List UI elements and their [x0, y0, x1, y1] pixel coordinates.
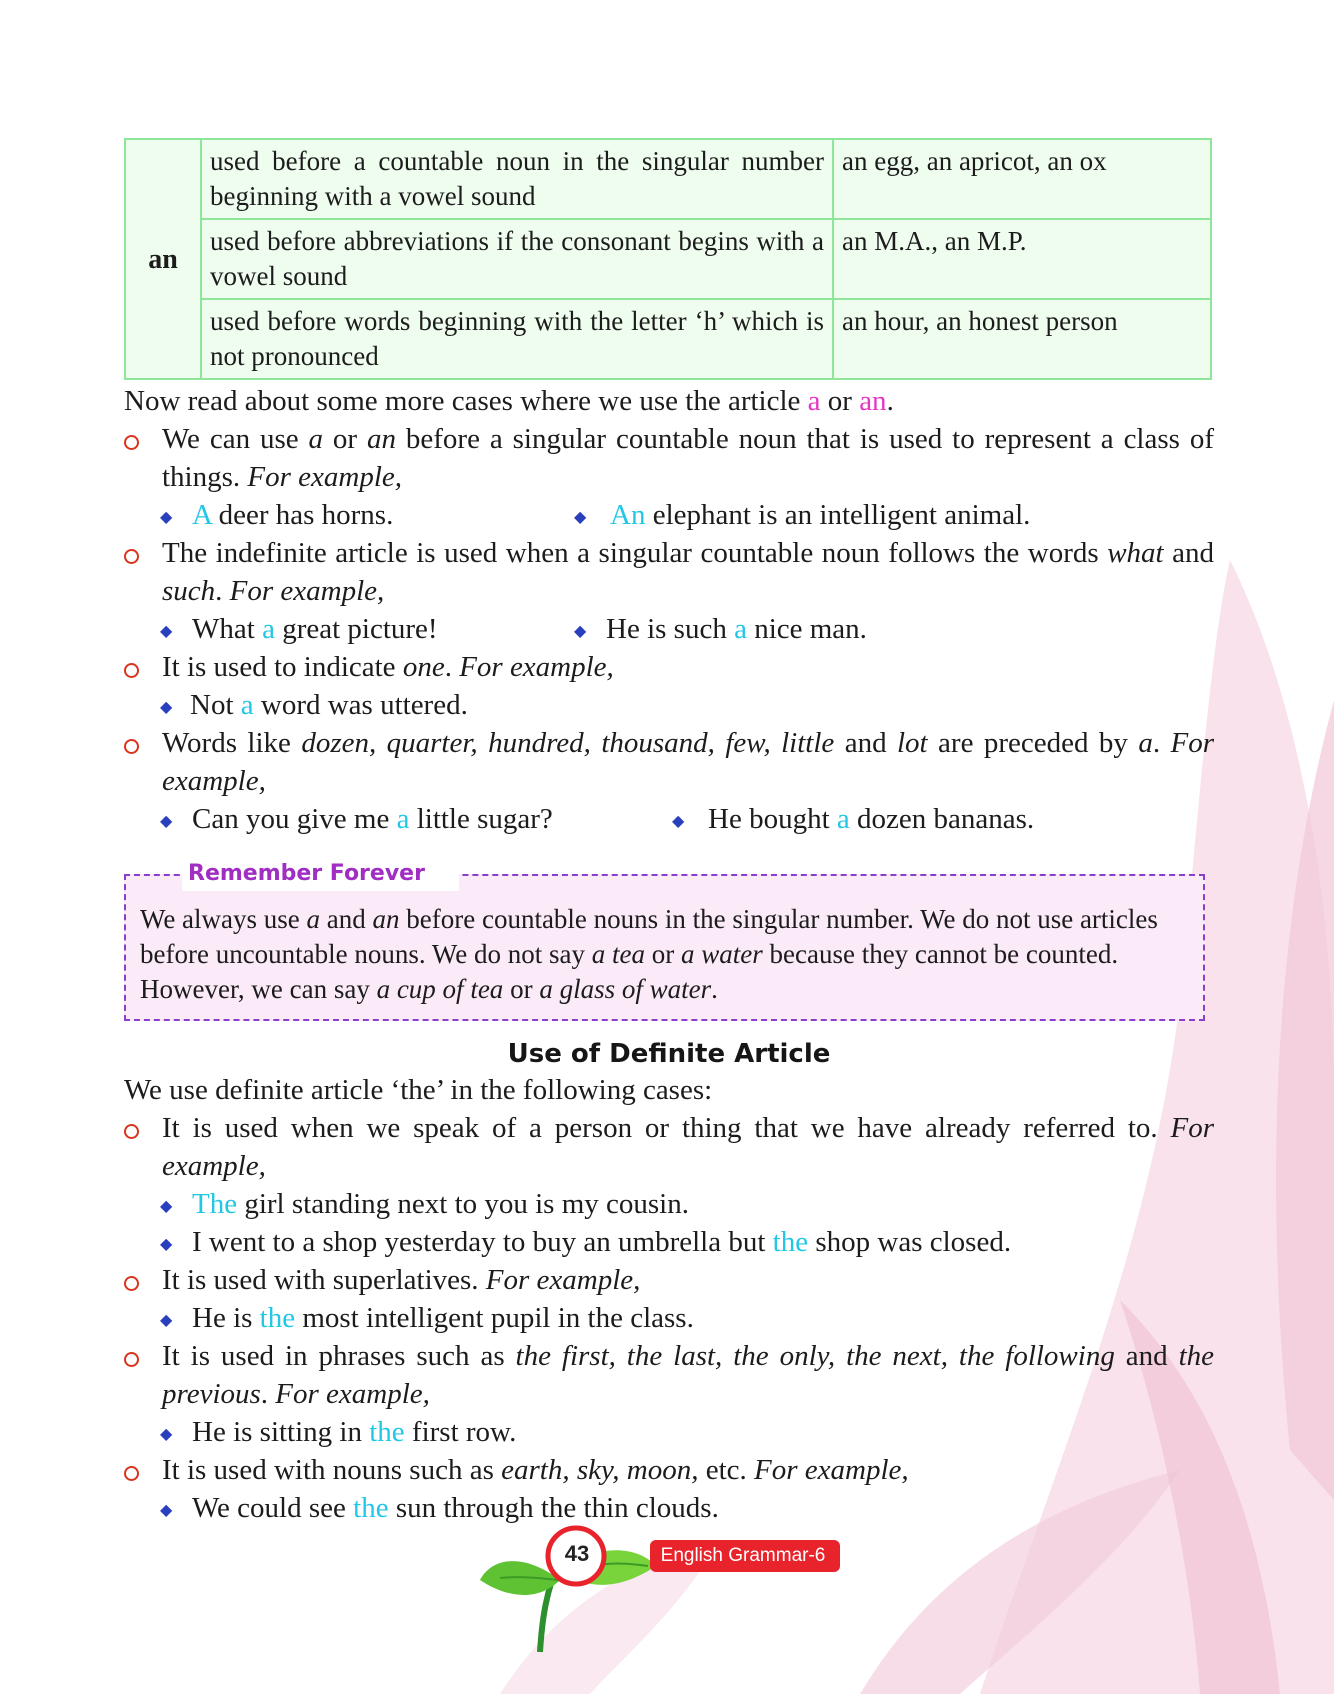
article-label: an — [125, 139, 201, 379]
page-number: 43 — [564, 1541, 590, 1566]
rule-item: It is used when we speak of a person or thing that we have already referred to. For example, — [124, 1109, 1214, 1185]
circle-bullet-icon — [124, 1352, 139, 1367]
table-row — [125, 299, 1211, 379]
diamond-bullet-icon: ◆ — [574, 623, 587, 640]
example-text: The girl standing next to you is my cousin. — [192, 1188, 689, 1220]
rule-item: It is used in phrases such as the first, the last, the only, the next, the following and the previous. For example, — [124, 1337, 1214, 1413]
diamond-bullet-icon: ◆ — [160, 1236, 173, 1253]
diamond-bullet-icon: ◆ — [672, 813, 685, 830]
definite-intro: We use definite article ‘the’ in the following cases: — [124, 1074, 713, 1106]
rule-item: Words like dozen, quarter, hundred, thousand, few, little and lot are preceded by a. For example, — [124, 724, 1214, 800]
table-row — [125, 139, 1211, 219]
circle-bullet-icon — [124, 663, 139, 678]
table-example-cell: an egg, an apricot, an ox — [833, 139, 1211, 219]
table-use-cell: used before a countable noun in the singular number beginning with a vowel sound — [201, 139, 833, 219]
diamond-bullet-icon: ◆ — [160, 1198, 173, 1215]
example-text: He is such a nice man. — [606, 613, 867, 645]
rule-item: The indefinite article is used when a singular countable noun follows the words what and such. For example, — [124, 534, 1214, 610]
example-line — [124, 496, 1214, 534]
remember-text: We always use a and an before countable nouns in the singular number. We do not use articles before uncountable nouns. We do not say a tea or a water because they cannot be counted. However, we can say a cup of tea or a glass of water. — [140, 904, 1158, 1004]
diamond-bullet-icon: ◆ — [160, 1312, 173, 1329]
example-text: What a great picture! — [192, 613, 438, 645]
example-line — [124, 1413, 1214, 1451]
circle-bullet-icon — [124, 435, 139, 450]
table-use-cell: used before abbreviations if the consonant begins with a vowel sound — [201, 219, 833, 299]
section-heading: Use of Definite Article — [507, 1039, 831, 1069]
example-line — [124, 610, 1214, 648]
example-text: An elephant is an intelligent animal. — [610, 499, 1031, 531]
rule-item: It is used with nouns such as earth, sky, moon, etc. For example, — [124, 1451, 1214, 1489]
rule-item: It is used with superlatives. For example, — [124, 1261, 1214, 1299]
diamond-bullet-icon: ◆ — [160, 699, 173, 716]
book-title: English Grammar-6 — [660, 1545, 826, 1566]
example-line — [124, 1223, 1214, 1261]
article-an-table — [124, 138, 1212, 380]
remember-forever-title: Remember Forever — [182, 856, 459, 891]
plant-emblem-icon — [480, 1520, 840, 1660]
table-row — [125, 219, 1211, 299]
diamond-bullet-icon: ◆ — [574, 509, 587, 526]
rule-item: It is used to indicate one. For example, — [124, 648, 1214, 686]
rule-item: We can use a or an before a singular countable noun that is used to represent a class of things. For example, — [124, 420, 1214, 496]
diamond-bullet-icon: ◆ — [160, 1502, 173, 1519]
diamond-bullet-icon: ◆ — [160, 509, 173, 526]
example-text: Not a word was uttered. — [190, 689, 468, 721]
example-text: He is sitting in the first row. — [192, 1416, 517, 1448]
table-example-cell: an M.A., an M.P. — [833, 219, 1211, 299]
page-content — [124, 138, 1214, 1527]
table-use-cell: used before words beginning with the letter ‘h’ which is not pronounced — [201, 299, 833, 379]
example-text: A deer has horns. — [192, 499, 394, 531]
remember-forever-box — [124, 861, 1205, 1021]
circle-bullet-icon — [124, 739, 139, 754]
diamond-bullet-icon: ◆ — [160, 623, 173, 640]
example-line — [124, 800, 1214, 838]
circle-bullet-icon — [124, 1124, 139, 1139]
example-line — [124, 1185, 1214, 1223]
example-line — [124, 1299, 1214, 1337]
example-line — [124, 686, 1214, 724]
highlight-a: a — [807, 385, 821, 417]
example-text: He bought a dozen bananas. — [708, 803, 1035, 835]
example-text: He is the most intelligent pupil in the class. — [192, 1302, 694, 1334]
circle-bullet-icon — [124, 549, 139, 564]
intro-paragraph: Now read about some more cases where we use the article a or an. — [124, 385, 894, 417]
highlight-an: an — [859, 385, 887, 417]
diamond-bullet-icon: ◆ — [160, 813, 173, 830]
circle-bullet-icon — [124, 1466, 139, 1481]
example-text: Can you give me a little sugar? — [192, 803, 553, 835]
example-text: I went to a shop yesterday to buy an umbrella but the shop was closed. — [192, 1226, 1012, 1258]
circle-bullet-icon — [124, 1276, 139, 1291]
example-text: We could see the sun through the thin clouds. — [192, 1492, 719, 1524]
diamond-bullet-icon: ◆ — [160, 1426, 173, 1443]
table-example-cell: an hour, an honest person — [833, 299, 1211, 379]
